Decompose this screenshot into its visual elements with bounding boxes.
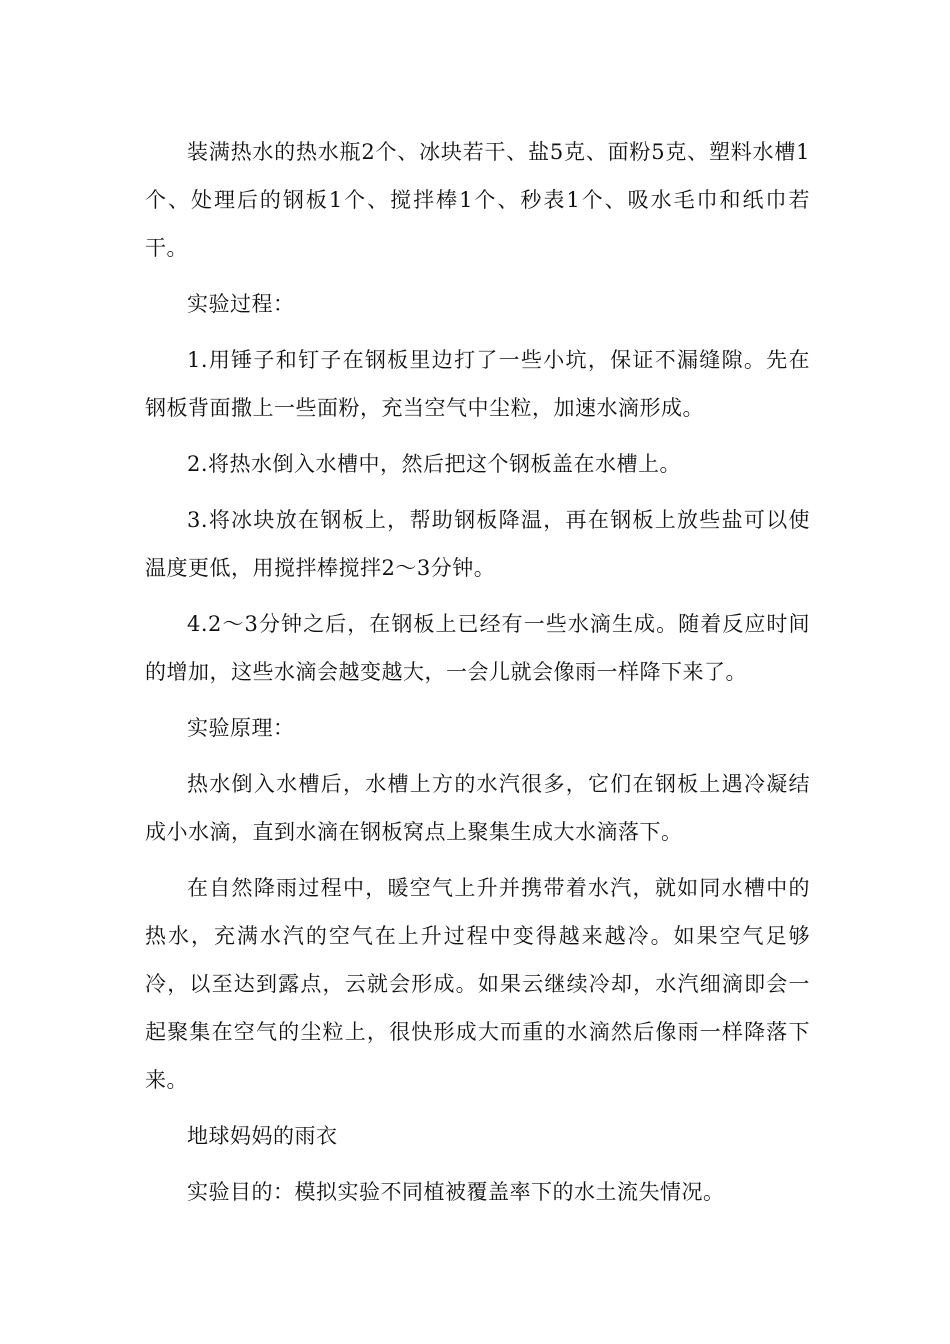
experiment-title: 地球妈妈的雨衣 (187, 1124, 338, 1148)
section-heading-principle: 实验原理： (187, 716, 295, 740)
natural-rain-paragraph: 在自然降雨过程中，暖空气上升并携带着水汽，就如同水槽中的热水，充满水汽的空气在上升过程中变得越来越冷。如果空气足够冷，以至达到露点，云就会形成。如果云继续冷却，水汽细滴即会一起聚集在空气的尘粒上，很快形成大而重的水滴然后像雨一样降落下来。 (145, 876, 810, 1092)
section-heading-process: 实验过程： (187, 292, 295, 316)
experiment-purpose-paragraph: 实验目的：模拟实验不同植被覆盖率下的水土流失情况。 (187, 1180, 725, 1204)
materials-paragraph: 装满热水的热水瓶2个、冰块若干、盐5克、面粉5克、塑料水槽1个、处理后的钢板1个、搅拌棒1个、秒表1个、吸水毛巾和纸巾若干。 (145, 140, 810, 260)
step-4-paragraph: 4.2～3分钟之后，在钢板上已经有一些水滴生成。随着反应时间的增加，这些水滴会越变越大，一会儿就会像雨一样降下来了。 (145, 612, 810, 684)
document-body (145, 128, 810, 1224)
principle-paragraph: 热水倒入水槽后，水槽上方的水汽很多，它们在钢板上遇冷凝结成小水滴，直到水滴在钢板窝点上聚集生成大水滴落下。 (145, 772, 810, 844)
step-2-paragraph: 2.将热水倒入水槽中，然后把这个钢板盖在水槽上。 (187, 452, 682, 476)
step-1-paragraph: 1.用锤子和钉子在钢板里边打了一些小坑，保证不漏缝隙。先在钢板背面撒上一些面粉，充当空气中尘粒，加速水滴形成。 (145, 348, 810, 420)
step-3-paragraph: 3.将冰块放在钢板上，帮助钢板降温，再在钢板上放些盐可以使温度更低，用搅拌棒搅拌2～3分钟。 (145, 508, 810, 580)
